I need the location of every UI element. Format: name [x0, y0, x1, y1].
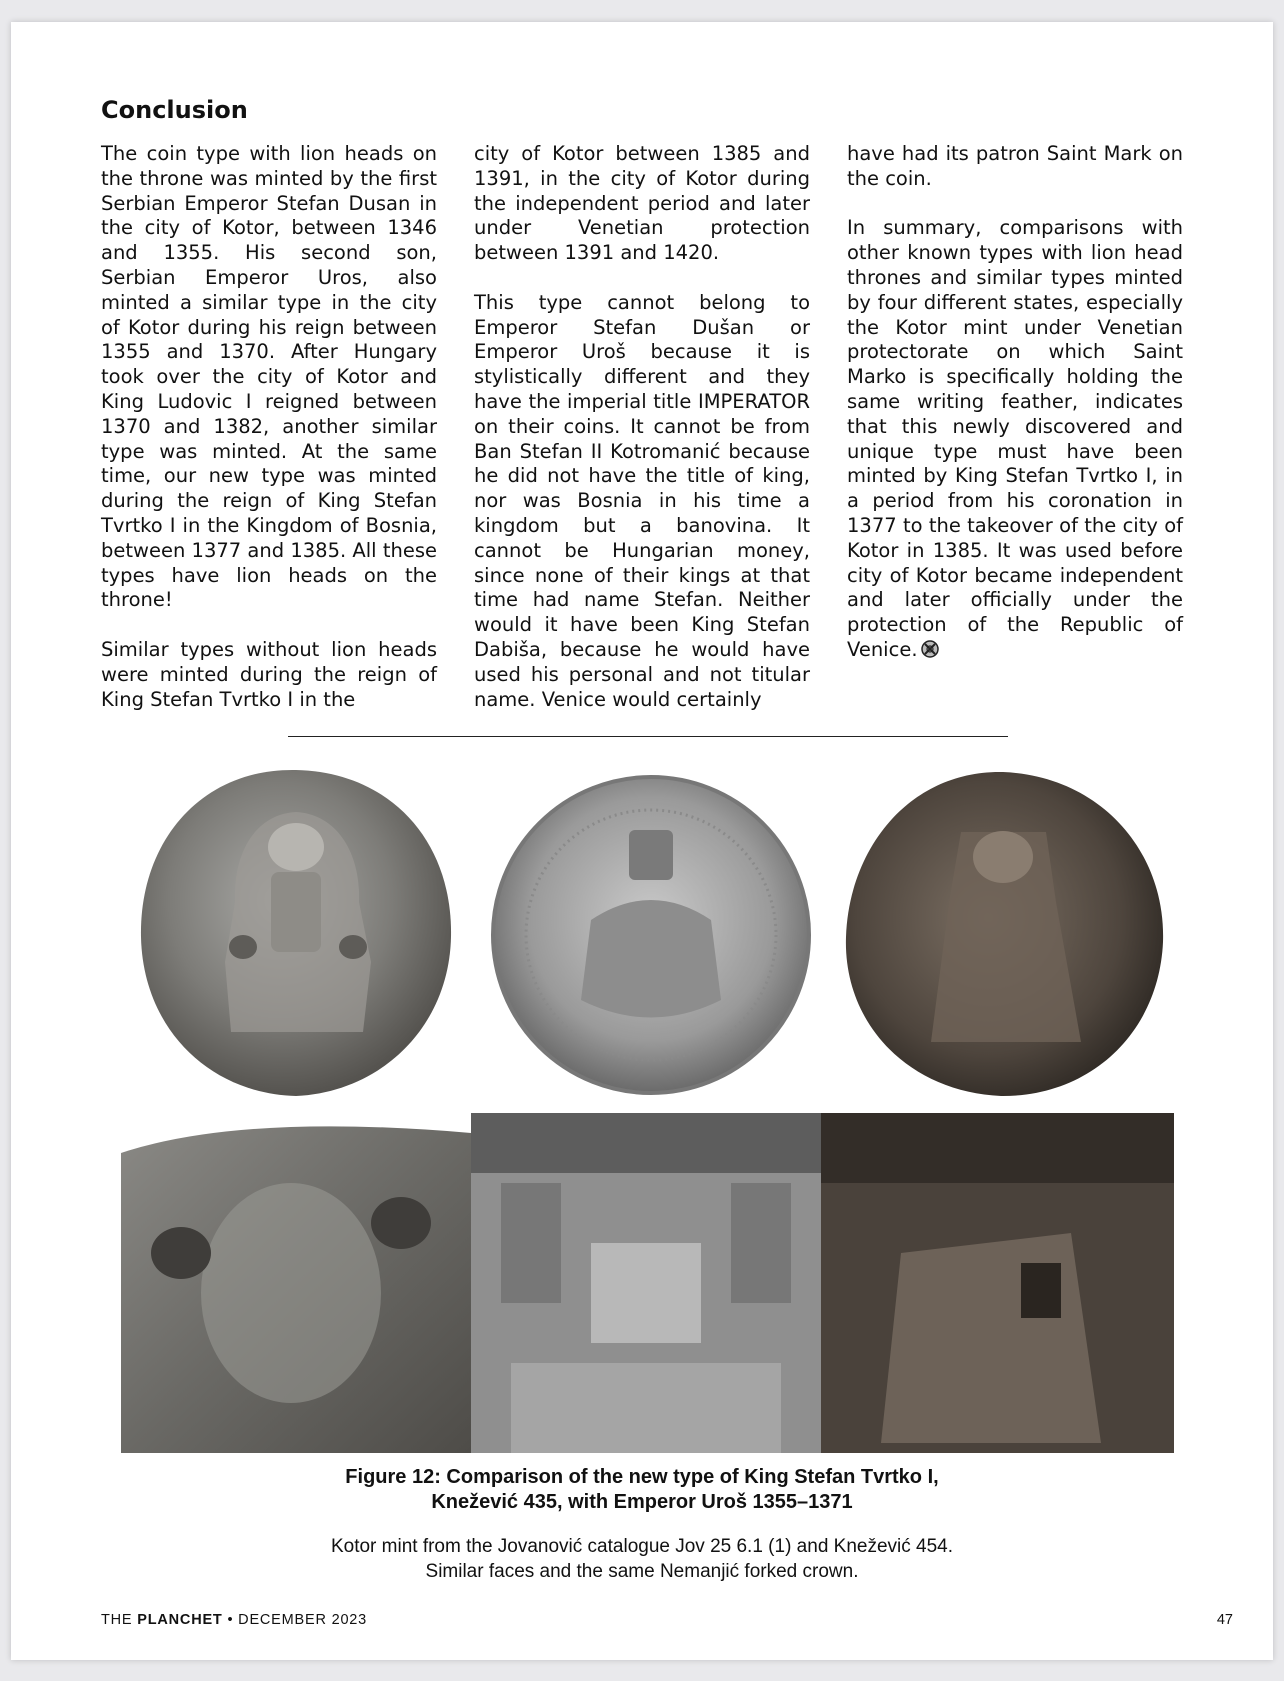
paragraph-text: In summary, comparisons with other known types with lion head thrones and similar types minted by four different states, especially the Kotor mint under Venetian protectorate on which Saint Marko is specifically holding the same writing feather, indicates that this newly discovered and unique type must have been minted by King Stefan Tvrtko I, in a period from his coronation in 1377 to the takeover of the city of Kotor in 1385. It was used before city of Kotor became independent and later officially under the protection of the Republic of Venice.: [847, 216, 1183, 661]
footer-prefix: THE: [101, 1612, 133, 1628]
coin-image-tvrtko: [131, 762, 461, 1107]
coin-comparison-figure: [121, 762, 1174, 1467]
figure-caption-title: [11, 1465, 1273, 1515]
publication-name: PLANCHET: [137, 1612, 223, 1628]
magazine-page: [11, 22, 1273, 1660]
text-column-2: [474, 142, 810, 737]
closeup-image-tvrtko: [121, 1113, 471, 1453]
caption-title-line: Figure 12: Comparison of the new type of King Stefan Tvrtko I,: [345, 1466, 939, 1488]
paragraph: Similar types without lion heads were minted during the reign of King Stefan Tvrtko I in the: [101, 637, 437, 711]
publication-footer: [101, 1612, 367, 1628]
paragraph: city of Kotor between 1385 and 1391, in the city of Kotor during the independent period and later under Venetian protection between 1391 and 1420.: [474, 142, 810, 265]
paragraph: This type cannot belong to Emperor Stefan Dušan or Emperor Uroš because it is stylistically different and they have the imperial title IMPERATOR on their coins. It cannot be from Ban Stefan II Kotromanić because he did not have the title of king, nor was Bosnia in his time a kingdom but a banovina. It cannot be Hungarian money, since none of their kings at that time had name Stefan. Neither would it have been King Stefan Dabiša, because he would have used his personal and not titular name. Venice would certainly: [474, 290, 810, 711]
issue-date: DECEMBER 2023: [238, 1612, 368, 1628]
caption-line: Similar faces and the same Nemanjić forked crown.: [425, 1561, 859, 1582]
paragraph: The coin type with lion heads on the throne was minted by the first Serbian Emperor Stefan Dusan in the city of Kotor, between 1346 and 1355. His second son, Serbian Emperor Uros, also minted a similar type in the city of Kotor during his reign between 1355 and 1370. After Hungary took over the city of Kotor and King Ludovic I reigned between 1370 and 1382, another similar type was minted. At the same time, our new type was minted during the reign of King Stefan Tvrtko I in the Kingdom of Bosnia, between 1377 and 1385. All these types have lion heads on the throne!: [101, 142, 437, 612]
coin-image-uros: [481, 770, 821, 1100]
text-column-3: [847, 142, 1183, 688]
divider-rule: [288, 736, 1008, 737]
coin-image-ludovic: [831, 762, 1176, 1107]
closeup-image-ludovic: [821, 1113, 1174, 1453]
caption-title-line: Knežević 435, with Emperor Uroš 1355–1371: [431, 1491, 853, 1513]
caption-line: Kotor mint from the Jovanović catalogue Jov 25 6.1 (1) and Knežević 454.: [330, 1536, 954, 1557]
page-number: 47: [1216, 1612, 1233, 1628]
section-heading: Conclusion: [101, 96, 248, 124]
end-of-article-mark-icon: [920, 639, 940, 659]
figure-caption: [11, 1534, 1273, 1584]
closeup-image-uros: [471, 1113, 821, 1453]
paragraph: have had its patron Saint Mark on the coin.: [847, 142, 1183, 190]
text-column-1: [101, 142, 437, 737]
paragraph: [847, 216, 1183, 662]
footer-separator: •: [227, 1612, 234, 1628]
